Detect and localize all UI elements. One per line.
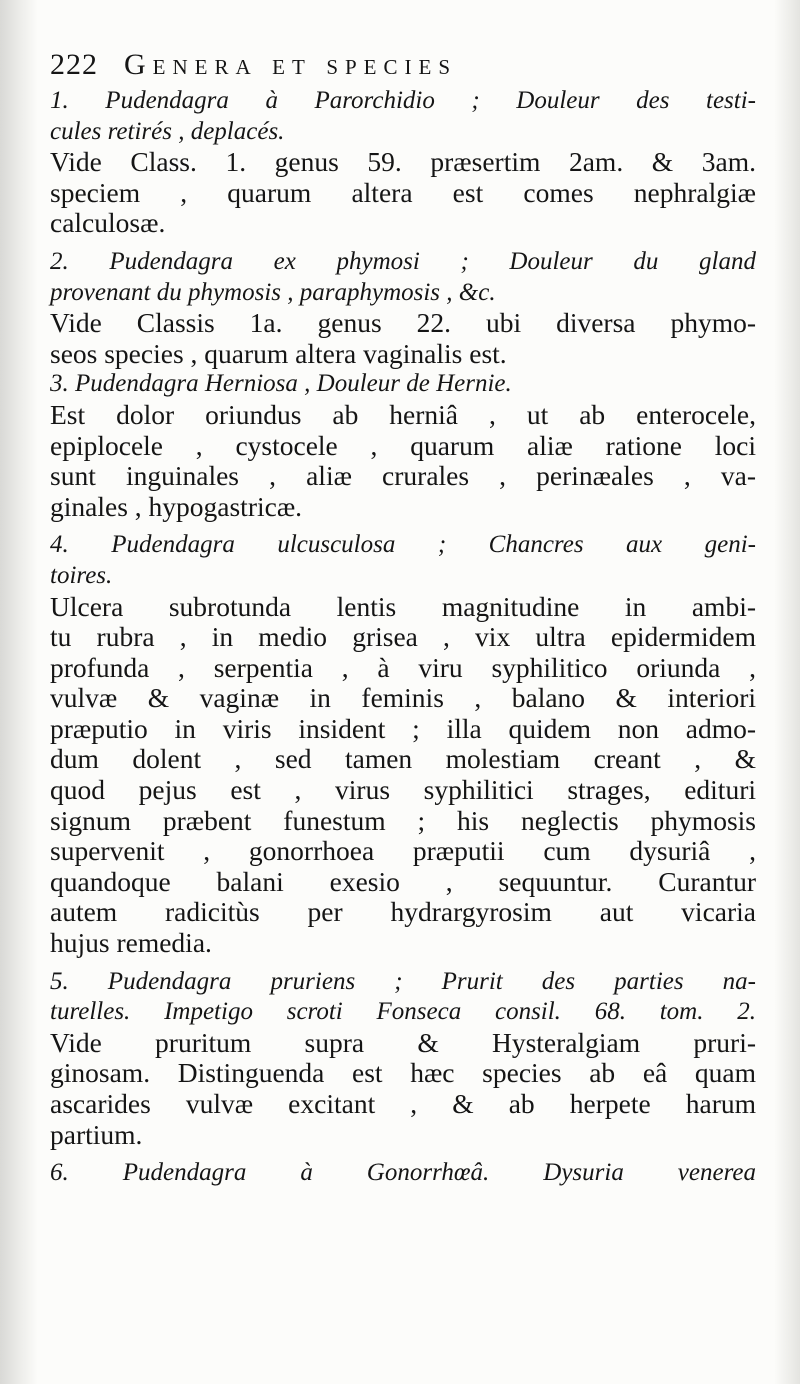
running-title: Genera et species <box>124 48 458 81</box>
text-line: Vide Classis 1a. genus 22. ubi diversa phymo- <box>50 308 756 339</box>
text-line: profunda , serpentia , à viru syphilitico oriunda , <box>50 652 756 683</box>
page-number: 222 <box>50 48 98 81</box>
text-line: Vide pruritum supra & Hysteralgiam pruri- <box>50 1027 756 1058</box>
text-line: signum præbent funestum ; his neglectis phymosis <box>50 805 756 836</box>
text-line: ascarides vulvæ excitant , & ab herpete harum <box>50 1089 756 1119</box>
paragraph-gap <box>50 959 756 967</box>
text-line: Est dolor oriundus ab herniâ , ut ab enterocele, <box>50 399 756 430</box>
text-line: 5. Pudendagra pruriens ; Prurit des parties na- <box>50 967 756 995</box>
text-line: sunt inguinales , aliæ crurales , perinæales , va- <box>50 461 756 492</box>
paragraph-gap <box>50 1150 756 1158</box>
paragraph-gap <box>50 522 756 530</box>
body-text <box>50 86 756 1189</box>
text-line: toires. <box>50 561 113 589</box>
text-line: provenant du phymosis , paraphymosis , &c. <box>50 278 496 306</box>
text-line: quandoque balani exesio , sequuntur. Curantur <box>50 866 756 897</box>
binding-gutter-shadow <box>0 0 38 1384</box>
text-line: Ulcera subrotunda lentis magnitudine in ambi- <box>50 591 756 622</box>
text-line: 1. Pudendagra à Parorchidio ; Douleur des testi- <box>50 87 756 114</box>
text-line: Vide Class. 1. genus 59. præsertim 2am. & 3am. <box>50 147 756 178</box>
text-line: turelles. Impetigo scroti Fonseca consil. 68. tom. 2. <box>50 998 756 1026</box>
text-line: præputio in viris insident ; illa quidem non admo- <box>50 713 756 744</box>
text-line: 4. Pudendagra ulcusculosa ; Chancres aux geni- <box>50 531 756 559</box>
text-line: hujus remedia. <box>50 927 212 959</box>
text-line: supervenit , gonorrhoea præputii cum dysuriâ , <box>50 836 756 867</box>
text-line: autem radicitùs per hydrargyrosim aut vicaria <box>50 897 756 928</box>
text-line: cules retirés , deplacés. <box>50 117 285 145</box>
text-line: dum dolent , sed tamen molestiam creant , & <box>50 744 756 775</box>
text-line: quod pejus est , virus syphilitici strages, edituri <box>50 775 756 806</box>
text-line: 6. Pudendagra à Gonorrhœâ. Dysuria venerea <box>50 1159 756 1187</box>
text-line: calculosæ. <box>50 207 166 239</box>
paragraph-gap <box>50 239 756 247</box>
text-line: vulvæ & vaginæ in feminis , balano & interiori <box>50 683 756 714</box>
text-line: ginales , hypogastricæ. <box>50 490 303 522</box>
text-line: 2. Pudendagra ex phymosi ; Douleur du gland <box>50 247 756 275</box>
text-line: ginosam. Distinguenda est hæc species ab eâ quam <box>50 1058 756 1089</box>
text-line: speciem , quarum altera est comes nephralgiæ <box>50 177 756 208</box>
text-line: seos species , quarum altera vaginalis est. <box>50 337 507 369</box>
text-line: epiplocele , cystocele , quarum aliæ ratione loci <box>50 430 756 461</box>
page-edge-shadow <box>774 0 800 1384</box>
text-line: partium. <box>50 1118 143 1150</box>
text-line: tu rubra , in medio grisea , vix ultra epidermidem <box>50 622 756 653</box>
text-line: 3. Pudendagra Herniosa , Douleur de Hernie. <box>50 370 512 398</box>
